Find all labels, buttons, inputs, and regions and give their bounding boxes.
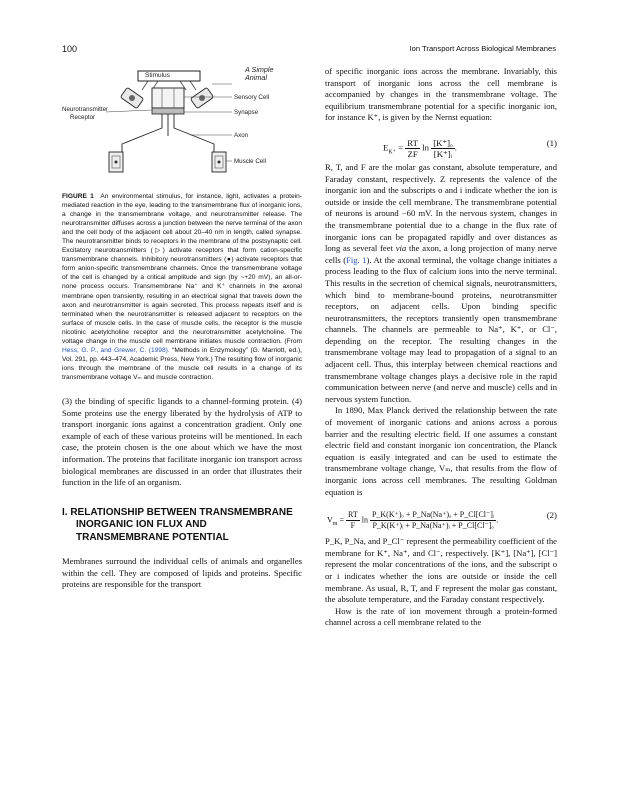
- equation-1-body: $E_{K^+}$ = $\frac{RT}{ZF}$ ln $\frac{\text{[K⁺]ₒ}}{\text{[K⁺]ᵢ}}$ .: [383, 137, 457, 159]
- equation-2-number: (2): [546, 510, 557, 521]
- equation-1: [325, 132, 557, 159]
- caption-text-2: “Methods in Enzymology” (G. Marriott, ed.), Vol. 291, pp. 443–474, Academic Press, New York.) The resulting flow of inorganic ions through the membrane of the muscle cell results in a change of its transmembrane voltage Vₘ and muscle contraction.: [62, 346, 302, 381]
- figure-title-line-1: A Simple: [245, 65, 274, 74]
- label-sensory-cell: Sensory Cell: [234, 94, 270, 101]
- eq2-ratio: $\frac{\text{P\_K(K⁺)ₒ + P\_Na(Na⁺)ₒ + P\_Cl[Cl⁻]ᵢ}}{\text{P\_K(K⁺)ᵢ + P\_Na(Na⁺)ᵢ + P\_Cl[Cl⁻]ₒ}}$: [371, 510, 495, 531]
- caption-label: FIGURE 1: [62, 193, 94, 200]
- muscle-cell-right: [212, 152, 226, 172]
- right-paragraph-4: P_K, P_Na, and P_Cl⁻ represent the permeability coefficient of the membrane for K⁺, Na⁺, and Cl⁻, respectively. [K⁺], [Na⁺], [Cl⁻] represent the molar concentrations of the ions, and the subscript o or i indicates whether the ions are outside or inside the cell membrane. As usual, R, T, and F represent the molar gas constant, the absolute temperature, and the Faraday constant respectively.: [325, 536, 557, 605]
- equation-1-number: (1): [546, 137, 557, 148]
- running-title: Ion Transport Across Biological Membranes: [409, 44, 556, 53]
- eq1-coefficient: $\frac{RT}{ZF}$: [407, 137, 418, 159]
- right-paragraph-3: In 1890, Max Planck derived the relationship between the rate of movement of inorganic cations and anions across a porous barrier and the resulting electric field. If one assumes a constant electric field and constant inorganic ion concentration, the Planck equation is easily integrated and can be used to estimate the transmembrane voltage change, Vₘ, that results from the flow of inorganic ions across cell membranes. The resulting Goldman equation is: [325, 405, 557, 497]
- figure-1: [62, 66, 302, 182]
- right-paragraph-1: of specific inorganic ions across the membrane. Invariably, this transport of inorganic ions across the cell membrane is accompanied by changes in the transmembrane voltage. The equilibrium transmembrane potential for a specific inorganic ion, for instance K⁺, is given by the Nernst equation:: [325, 66, 557, 123]
- sensory-body: [152, 88, 184, 108]
- caption-citation-link[interactable]: Hess, G. P., and Grewer, C. (1998).: [62, 346, 170, 354]
- equation-2-body: $V_m$ = $\frac{RT}{F}$ ln $\frac{\text{P\_K(K⁺)ₒ + P\_Na(Na⁺)ₒ + P\_Cl[Cl⁻]ᵢ}}{\text{P\_K(K⁺)ᵢ + P\_Na(Na⁺)ᵢ + P\_Cl[Cl⁻]ₒ}}$ .: [327, 510, 499, 531]
- synapse-block: [152, 108, 184, 114]
- figure-1-link[interactable]: Fig. 1: [346, 254, 367, 265]
- sensory-cell-right: [190, 87, 213, 108]
- left-paragraph-2: Membranes surround the individual cells of animals and organelles within the cell. They are composed of lipids and proteins. Specific proteins are responsible for the transport: [62, 555, 302, 590]
- label-axon: Axon: [234, 132, 249, 139]
- caption-text-1: An environmental stimulus, for instance, light, activates a protein-mediated reaction in the eye, leading to the transmembrane flux of inorganic ions, a change in the transmembrane voltage, and neurotransmitter release. The neurotransmitter diffuses across a junction between the nerve terminal of the axon and the cell body of the adjacent cell about 20–40 nm in length, called synapse. The neurotransmitter binds to receptors in the membrane of the postsynaptic cell. Excitatory neurotransmitters (▷) activate receptors that form cation-specific transmembrane channels. Inhibitory neurotransmitters (●) activate receptors that form anion-specific transmembrane channels. Once the transmembrane voltage of the cell is changed by a critical amplitude and sign (by ~+20 mV), an all-or-none process occurs. Transmembrane Na⁺ and K⁺ channels in the axonal membrane open transiently, resulting in an electrical signal that travels down the axon and neurotransmitter is again secreted. This process repeats itself and is terminated when the neurotransmitter is released adjacent to receptors on the surface of muscle cells. In the case of muscle cells, the receptor is the muscle nicotinic acetylcholine receptor and the neurotransmitter acetylcholine. The voltage change in the muscle cell membrane initiates muscle contraction. (From: [62, 193, 302, 345]
- figure-title: [245, 66, 274, 82]
- page-number: 100: [62, 44, 78, 54]
- right-paragraph-2: R, T, and F are the molar gas constant, absolute temperature, and Faraday constant, respectively. Z represents the valence of the inorganic ion and the subscripts o and i indicate whether the ion is outside or inside the cell membrane. The transmembrane potential of neurons is around −60 mV. In the nervous system, changes in the transmembrane potential due to a change in the flux rate of inorganic ions can be propagated rapidly and over distances as long as several feet via the axon, a long projection of many nerve cells (Fig. 1). At the axonal terminal, the voltage change initiates a process leading to the flux of calcium ions into the nerve terminal. This results in the secretion of chemical signals, neurotransmitters, which bind to membrane-bound proteins, neurotransmitter receptors, on adjacent cells. Upon binding specific neurotransmitters, the receptors transiently open transmembrane channels. The channels are permeable to Na⁺, K⁺, or Cl⁻, depending on the receptor. The resulting changes in the transmembrane voltage may lead to propagation of a signal to an adjacent cell. Thus, this interplay between chemical reactions and transmembrane voltage changes plays a decisive role in the rapid communication between nerve (and nerve and muscle) cells and in nervous system function.: [325, 161, 558, 404]
- section-heading: I. RELATIONSHIP BETWEEN TRANSMEMBRANE INORGANIC ION FLUX AND TRANSMEMBRANE POTENTIAL: [62, 506, 293, 543]
- page-header: [62, 44, 556, 56]
- left-paragraph-1: (3) the binding of specific ligands to a channel-forming protein. (4) Some proteins use the energy liberated by the hydrolysis of ATP to transport inorganic ions against a concentration gradient. Only one example of each of these various proteins will be mentioned. In each case, the protein chosen is the one about which we have the most information. The proteins that facilitate inorganic ion transport across biological membranes are discussed in an order that illustrates their function in the life of an organism.: [62, 395, 302, 488]
- left-column: [62, 66, 302, 591]
- figure-illustration: [62, 66, 302, 182]
- figure-caption: [62, 192, 302, 382]
- eq1-ratio: $\frac{\text{[K⁺]ₒ}}{\text{[K⁺]ᵢ}}$: [433, 137, 453, 159]
- label-neurotransmitter: Neurotransmitter: [62, 106, 109, 113]
- right-paragraph-5: How is the rate of ion movement through a protein-formed channel across a cell membrane related to the: [325, 605, 557, 628]
- equation-2: [325, 504, 557, 530]
- figure-title-line-2: Animal: [245, 73, 267, 82]
- label-receptor: Receptor: [70, 114, 96, 121]
- sensory-cell-left: [120, 87, 143, 108]
- label-stimulus: Stimulus: [145, 71, 170, 79]
- right-column: [325, 66, 557, 629]
- label-muscle-cell: Muscle Cell: [234, 158, 266, 165]
- label-synapse: Synapse: [234, 109, 259, 116]
- eq2-coefficient: $\frac{RT}{F}$: [347, 510, 358, 531]
- muscle-cell-left: [109, 152, 123, 172]
- axon-lines: [122, 114, 214, 164]
